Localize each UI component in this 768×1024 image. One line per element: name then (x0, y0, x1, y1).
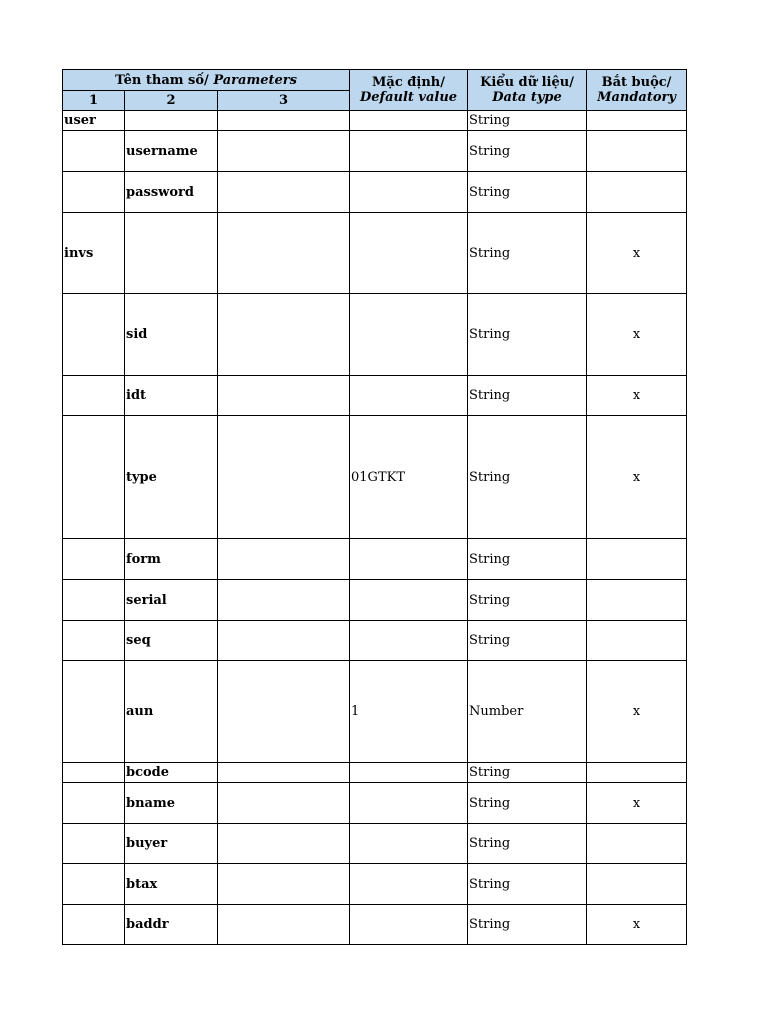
param-level-3-cell (218, 783, 350, 824)
data-type-cell: String (468, 294, 587, 376)
data-type-header (468, 70, 587, 111)
mandatory-cell: x (587, 905, 687, 945)
param-level-2-cell: baddr (125, 905, 218, 945)
data-type-cell: String (468, 213, 587, 294)
data-type-cell: String (468, 783, 587, 824)
data-type-cell: String (468, 131, 587, 172)
table-row (63, 763, 687, 783)
data-type-cell: String (468, 376, 587, 416)
data-type-cell: String (468, 111, 587, 131)
table-row (63, 905, 687, 945)
param-level-3-cell (218, 213, 350, 294)
mandatory-cell (587, 580, 687, 621)
mandatory-cell (587, 763, 687, 783)
mandatory-cell: x (587, 213, 687, 294)
param-level-3-cell (218, 864, 350, 905)
param-level-1-cell: user (63, 111, 125, 131)
default-value-cell (350, 213, 468, 294)
mandatory-header-vi: Bắt buộc/ (601, 75, 672, 90)
default-value-cell: 01GTKT (350, 416, 468, 539)
param-level-3-cell (218, 763, 350, 783)
param-level-2-cell: idt (125, 376, 218, 416)
mandatory-header-en: Mandatory (597, 90, 676, 105)
param-level-3-cell (218, 172, 350, 213)
param-level-1-cell: invs (63, 213, 125, 294)
param-level-3-cell (218, 131, 350, 172)
mandatory-cell: x (587, 783, 687, 824)
table-row (63, 783, 687, 824)
param-level-2-cell: password (125, 172, 218, 213)
param-level-1-cell (63, 905, 125, 945)
parameters-table-body (63, 70, 687, 945)
mandatory-cell (587, 824, 687, 864)
column-number-2: 2 (125, 91, 218, 111)
mandatory-cell: x (587, 416, 687, 539)
default-value-header-en: Default value (359, 90, 458, 105)
mandatory-header (587, 70, 687, 111)
table-row (63, 213, 687, 294)
param-level-3-cell (218, 905, 350, 945)
default-value-cell (350, 621, 468, 661)
data-type-cell: String (468, 539, 587, 580)
param-level-3-cell (218, 111, 350, 131)
param-level-2-cell: form (125, 539, 218, 580)
param-level-1-cell (63, 539, 125, 580)
column-number-1: 1 (63, 91, 125, 111)
default-value-cell (350, 824, 468, 864)
default-value-cell (350, 294, 468, 376)
default-value-cell (350, 763, 468, 783)
mandatory-cell (587, 111, 687, 131)
data-type-cell: String (468, 416, 587, 539)
param-level-3-cell (218, 580, 350, 621)
mandatory-cell: x (587, 294, 687, 376)
parameters-table (62, 69, 687, 945)
param-level-2-cell: bname (125, 783, 218, 824)
default-value-header-vi: Mặc định/ (372, 75, 445, 90)
mandatory-cell (587, 172, 687, 213)
default-value-cell (350, 783, 468, 824)
param-level-1-cell (63, 580, 125, 621)
param-level-2-cell: type (125, 416, 218, 539)
mandatory-cell: x (587, 661, 687, 763)
param-level-1-cell (63, 131, 125, 172)
param-level-3-cell (218, 824, 350, 864)
table-row (63, 539, 687, 580)
param-level-1-cell (63, 864, 125, 905)
param-level-3-cell (218, 661, 350, 763)
mandatory-cell (587, 621, 687, 661)
table-row (63, 111, 687, 131)
table-row (63, 416, 687, 539)
data-type-cell: String (468, 621, 587, 661)
parameters-header (63, 70, 350, 91)
param-level-2-cell (125, 213, 218, 294)
default-value-cell (350, 864, 468, 905)
param-level-3-cell (218, 539, 350, 580)
param-level-2-cell: bcode (125, 763, 218, 783)
table-row (63, 580, 687, 621)
default-value-cell (350, 580, 468, 621)
param-level-2-cell (125, 111, 218, 131)
default-value-cell (350, 111, 468, 131)
data-type-cell: String (468, 172, 587, 213)
default-value-cell (350, 376, 468, 416)
param-level-3-cell (218, 294, 350, 376)
header-row (63, 70, 687, 91)
default-value-cell: 1 (350, 661, 468, 763)
table-row (63, 864, 687, 905)
table-row (63, 376, 687, 416)
param-level-3-cell (218, 621, 350, 661)
param-level-1-cell (63, 763, 125, 783)
default-value-header (350, 70, 468, 111)
table-row (63, 824, 687, 864)
table-row (63, 621, 687, 661)
data-type-cell: String (468, 824, 587, 864)
data-type-header-vi: Kiểu dữ liệu/ (480, 75, 574, 90)
column-number-3: 3 (218, 91, 350, 111)
param-level-1-cell (63, 661, 125, 763)
default-value-cell (350, 172, 468, 213)
data-type-header-en: Data type (492, 90, 562, 105)
data-type-cell: String (468, 905, 587, 945)
param-level-1-cell (63, 294, 125, 376)
table-row (63, 172, 687, 213)
mandatory-cell (587, 539, 687, 580)
parameters-header-en: Parameters (213, 72, 297, 88)
data-type-cell: Number (468, 661, 587, 763)
param-level-2-cell: sid (125, 294, 218, 376)
param-level-3-cell (218, 416, 350, 539)
table-row (63, 661, 687, 763)
param-level-1-cell (63, 172, 125, 213)
param-level-2-cell: serial (125, 580, 218, 621)
parameters-header-vi: Tên tham số/ (115, 72, 209, 88)
param-level-2-cell: username (125, 131, 218, 172)
param-level-2-cell: aun (125, 661, 218, 763)
mandatory-cell (587, 131, 687, 172)
mandatory-cell (587, 864, 687, 905)
param-level-2-cell: btax (125, 864, 218, 905)
param-level-3-cell (218, 376, 350, 416)
default-value-cell (350, 131, 468, 172)
param-level-1-cell (63, 416, 125, 539)
table-row (63, 131, 687, 172)
data-type-cell: String (468, 763, 587, 783)
param-level-1-cell (63, 783, 125, 824)
data-type-cell: String (468, 580, 587, 621)
mandatory-cell: x (587, 376, 687, 416)
param-level-1-cell (63, 376, 125, 416)
param-level-2-cell: buyer (125, 824, 218, 864)
table-row (63, 294, 687, 376)
param-level-1-cell (63, 621, 125, 661)
param-level-2-cell: seq (125, 621, 218, 661)
default-value-cell (350, 905, 468, 945)
default-value-cell (350, 539, 468, 580)
param-level-1-cell (63, 824, 125, 864)
data-type-cell: String (468, 864, 587, 905)
